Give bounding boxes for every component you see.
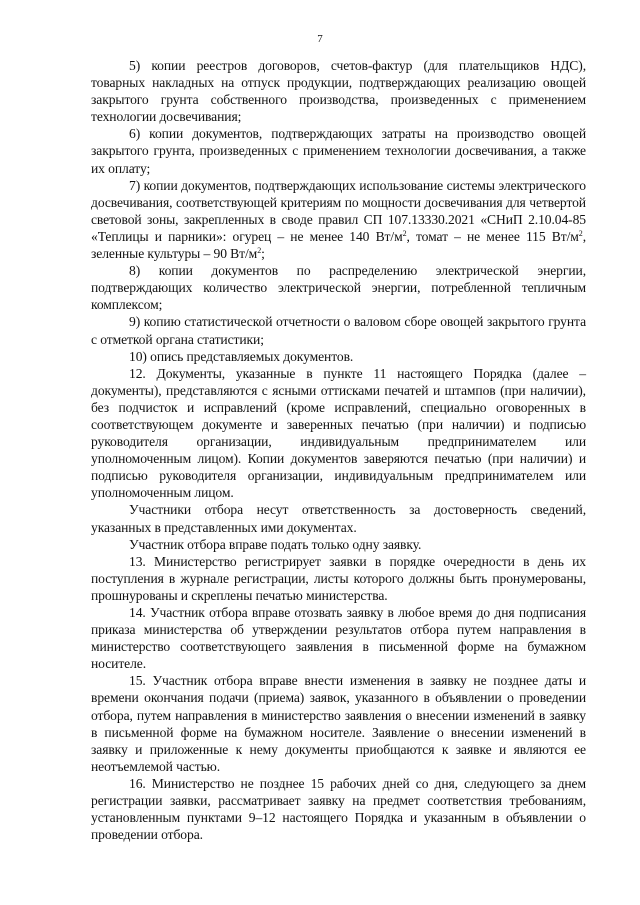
paragraph-single-application: Участник отбора вправе подать только одну заявку.	[129, 536, 422, 552]
paragraph-item-5: 5) копии реестров договоров, счетов-фактур (для плательщиков НДС), товарных накладных на отпуск продукции, подтверждающих реализацию овощей закрытого грунта собственного производства, произведенных с применением технологии досвечивания;	[91, 58, 586, 125]
paragraph-clause-16: 16. Министерство не позднее 15 рабочих дней со дня, следующего за днем регистрации заявки, рассматривает заявку на предмет соответствия требованиям, установленным пунктами 9–12 настоящего Порядка и указанным в объявлении о проведении отбора.	[91, 775, 586, 843]
paragraph-clause-15: 15. Участник отбора вправе внести изменения в заявку не позднее даты и времени окончания подачи (приема) заявок, указанного в объявлении о проведении отбора, путем направления в министерство заявления о внесении изменений в заявку в письменной форме на бумажном носителе. Заявление о внесении изменений в заявку и приложенные к нему документы приобщаются к заявке и являются ее неотъемлемой частью.	[91, 673, 586, 774]
paragraph-responsibility: Участники отбора несут ответственность за достоверность сведений, указанных в представленных ими документах.	[91, 502, 586, 535]
paragraph-item-7: 7) копии документов, подтверждающих использование системы электрического досвечивания, соответствующей критериям по мощности досвечивания для четвертой световой зоны, закрепленных в своде правил СП 107.13330.2021 «СНиП 2.10.04-85 «Теплицы и парники»: огурец – не менее 140 $Вт/м^2$, томат – не менее 115 $Вт/м^2$, зеленные культуры – 90 $Вт/м^2$;	[91, 177, 586, 262]
paragraph-item-8: 8) копии документов по распределению электрической энергии, подтверждающих количество электрической энергии, потребленной тепличным комплексом;	[91, 263, 586, 313]
document-body	[91, 57, 586, 843]
paragraph-clause-13: 13. Министерство регистрирует заявки в порядке очередности в день их поступления в журнале регистрации, листы которого должны быть пронумерованы, прошнурованы и скреплены печатью министерства.	[91, 553, 586, 603]
paragraph-item-9: 9) копию статистической отчетности о валовом сборе овощей закрытого грунта с отметкой органа статистики;	[91, 314, 586, 347]
paragraph-clause-12: 12. Документы, указанные в пункте 11 настоящего Порядка (далее – документы), представляются с ясными оттисками печатей и штампов (при наличии), без подчисток и исправлений (кроме исправлений, специально оговоренных в соответствующем документе и заверенных печатью (при наличии) и подписью руководителя организации, индивидуальным предпринимателем или уполномоченным лицом). Копии документов заверяются печатью (при наличии) и подписью руководителя организации, индивидуальным предпринимателем или уполномоченным лицом.	[91, 365, 586, 501]
page-number: 7	[317, 33, 323, 45]
paragraph-item-6: 6) копии документов, подтверждающих затраты на производство овощей закрытого грунта, произведенных с применением технологии досвечивания, а также их оплату;	[91, 126, 586, 176]
paragraph-clause-14: 14. Участник отбора вправе отозвать заявку в любое время до дня подписания приказа министерства об утверждении результатов отбора путем направления в министерство соответствующего заявления в письменной форме на бумажном носителе.	[91, 605, 586, 672]
paragraph-item-10: 10) опись представляемых документов.	[129, 348, 354, 364]
